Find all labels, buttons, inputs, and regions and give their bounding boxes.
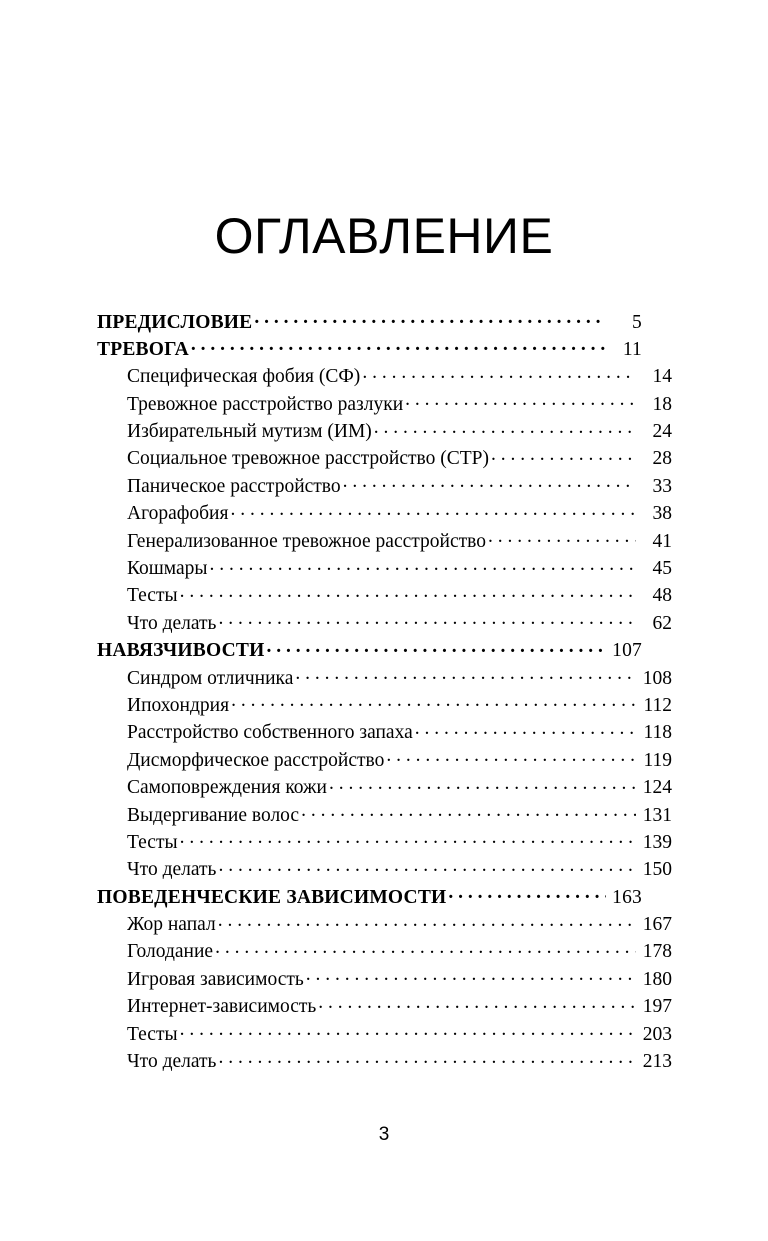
toc-entry-page-number: 18 — [652, 393, 672, 415]
toc-section-entry[interactable] — [97, 582, 672, 609]
toc-entry-label: Агорафобия — [127, 503, 229, 525]
toc-entry-label: ПРЕДИСЛОВИЕ — [97, 311, 253, 333]
page-title: ОГЛАВЛЕНИЕ — [214, 207, 554, 264]
toc-entry-page-number: 5 — [632, 311, 642, 333]
dot-leader — [306, 965, 636, 985]
toc-entry-label: Избирательный мутизм (ИМ) — [127, 421, 372, 443]
toc-entry-label: Что делать — [127, 1051, 217, 1073]
dot-leader — [218, 1048, 636, 1068]
toc-chapter-entry[interactable] — [97, 308, 642, 335]
toc-entry-page-number: 131 — [642, 804, 672, 826]
toc-section-entry[interactable] — [97, 911, 672, 938]
dot-leader — [180, 828, 636, 848]
toc-entry-label: Паническое расстройство — [127, 475, 341, 497]
toc-section-entry[interactable] — [97, 993, 672, 1020]
toc-entry-page-number: 203 — [642, 1023, 672, 1045]
toc-section-entry[interactable] — [97, 938, 672, 965]
toc-section-entry[interactable] — [97, 445, 672, 472]
dot-leader — [488, 527, 636, 547]
toc-entry-page-number: 33 — [652, 475, 672, 497]
toc-entry-page-number: 197 — [642, 996, 672, 1018]
dot-leader — [318, 993, 636, 1013]
dot-leader — [448, 883, 606, 903]
toc-entry-page-number: 213 — [642, 1051, 672, 1073]
dot-leader — [218, 911, 636, 931]
dot-leader — [180, 1020, 636, 1040]
toc-entry-label: НАВЯЗЧИВОСТИ — [97, 640, 265, 662]
toc-entry-page-number: 24 — [652, 421, 672, 443]
toc-entry-page-number: 108 — [642, 667, 672, 689]
toc-entry-label: Генерализованное тревожное расстройство — [127, 530, 486, 552]
dot-leader — [191, 335, 606, 355]
toc-entry-label: Тревожное расстройство разлуки — [127, 393, 404, 415]
toc-entry-page-number: 124 — [642, 777, 672, 799]
dot-leader — [405, 390, 636, 410]
toc-entry-page-number: 45 — [652, 558, 672, 580]
toc-chapter-entry[interactable] — [97, 637, 642, 664]
dot-leader — [374, 418, 636, 438]
toc-entry-page-number: 11 — [622, 338, 642, 360]
page-number-folio: 3 — [378, 1124, 390, 1145]
toc-entry-page-number: 62 — [652, 612, 672, 634]
toc-section-entry[interactable] — [97, 1048, 672, 1075]
toc-entry-page-number: 119 — [643, 749, 672, 771]
dot-leader — [295, 664, 636, 684]
toc-section-entry[interactable] — [97, 363, 672, 390]
toc-entry-label: ПОВЕДЕНЧЕСКИЕ ЗАВИСИМОСТИ — [97, 886, 447, 908]
toc-entry-page-number: 41 — [652, 530, 672, 552]
dot-leader — [491, 445, 636, 465]
toc-entry-label: Расстройство собственного запаха — [127, 722, 413, 744]
toc-entry-page-number: 38 — [652, 503, 672, 525]
dot-leader — [386, 746, 636, 766]
toc-entry-label: Самоповреждения кожи — [127, 777, 327, 799]
dot-leader — [343, 472, 636, 492]
dot-leader — [415, 719, 636, 739]
toc-section-entry[interactable] — [97, 472, 672, 499]
dot-leader — [301, 801, 636, 821]
toc-section-entry[interactable] — [97, 828, 672, 855]
toc-section-entry[interactable] — [97, 500, 672, 527]
toc-entry-label: Кошмары — [127, 558, 208, 580]
toc-entry-label: Что делать — [127, 859, 217, 881]
toc-entry-label: Выдергивание волос — [127, 804, 300, 826]
toc-section-entry[interactable] — [97, 856, 672, 883]
toc-section-entry[interactable] — [97, 555, 672, 582]
toc-entry-label: Голодание — [127, 941, 214, 963]
toc-entry-label: Специфическая фобия (СФ) — [127, 366, 361, 388]
toc-entry-label: Синдром отличника — [127, 667, 294, 689]
toc-section-entry[interactable] — [97, 746, 672, 773]
toc-section-entry[interactable] — [97, 390, 672, 417]
toc-section-entry[interactable] — [97, 418, 672, 445]
toc-entry-label: Интернет-зависимость — [127, 996, 317, 1018]
toc-section-entry[interactable] — [97, 1020, 672, 1047]
dot-leader — [210, 555, 636, 575]
toc-entry-label: Ипохондрия — [127, 694, 230, 716]
toc-entry-page-number: 178 — [642, 941, 672, 963]
toc-entry-page-number: 118 — [643, 722, 672, 744]
toc-entry-label: Социальное тревожное расстройство (СТР) — [127, 448, 489, 470]
toc-section-entry[interactable] — [97, 664, 672, 691]
dot-leader — [230, 500, 636, 520]
dot-leader — [266, 637, 606, 657]
table-of-contents — [97, 308, 672, 1075]
toc-section-entry[interactable] — [97, 774, 672, 801]
toc-entry-page-number: 107 — [612, 640, 642, 662]
toc-entry-page-number: 48 — [652, 585, 672, 607]
toc-entry-page-number: 150 — [642, 859, 672, 881]
toc-entry-label: Дисморфическое расстройство — [127, 749, 385, 771]
dot-leader — [180, 582, 636, 602]
dot-leader — [215, 938, 636, 958]
toc-section-entry[interactable] — [97, 609, 672, 636]
toc-entry-page-number: 163 — [612, 886, 642, 908]
toc-entry-label: Жор напал — [127, 914, 216, 936]
dot-leader — [362, 363, 636, 383]
toc-section-entry[interactable] — [97, 719, 672, 746]
toc-entry-page-number: 14 — [652, 366, 672, 388]
toc-entry-page-number: 180 — [642, 968, 672, 990]
toc-section-entry[interactable] — [97, 965, 672, 992]
dot-leader — [218, 856, 636, 876]
toc-chapter-entry[interactable] — [97, 335, 642, 362]
toc-entry-label: Игровая зависимость — [127, 968, 304, 990]
toc-entry-label: Тесты — [127, 831, 178, 853]
toc-entry-page-number: 28 — [652, 448, 672, 470]
toc-entry-label: Тесты — [127, 1023, 178, 1045]
dot-leader — [254, 308, 606, 328]
dot-leader — [231, 691, 636, 711]
toc-entry-page-number: 112 — [643, 694, 672, 716]
toc-entry-label: Тесты — [127, 585, 178, 607]
toc-section-entry[interactable] — [97, 527, 672, 554]
toc-entry-page-number: 139 — [642, 831, 672, 853]
toc-entry-label: ТРЕВОГА — [97, 338, 189, 360]
toc-entry-label: Что делать — [127, 612, 217, 634]
toc-entry-page-number: 167 — [642, 914, 672, 936]
dot-leader — [218, 609, 636, 629]
dot-leader — [329, 774, 636, 794]
toc-section-entry[interactable] — [97, 691, 672, 718]
toc-chapter-entry[interactable] — [97, 883, 642, 910]
toc-section-entry[interactable] — [97, 801, 672, 828]
